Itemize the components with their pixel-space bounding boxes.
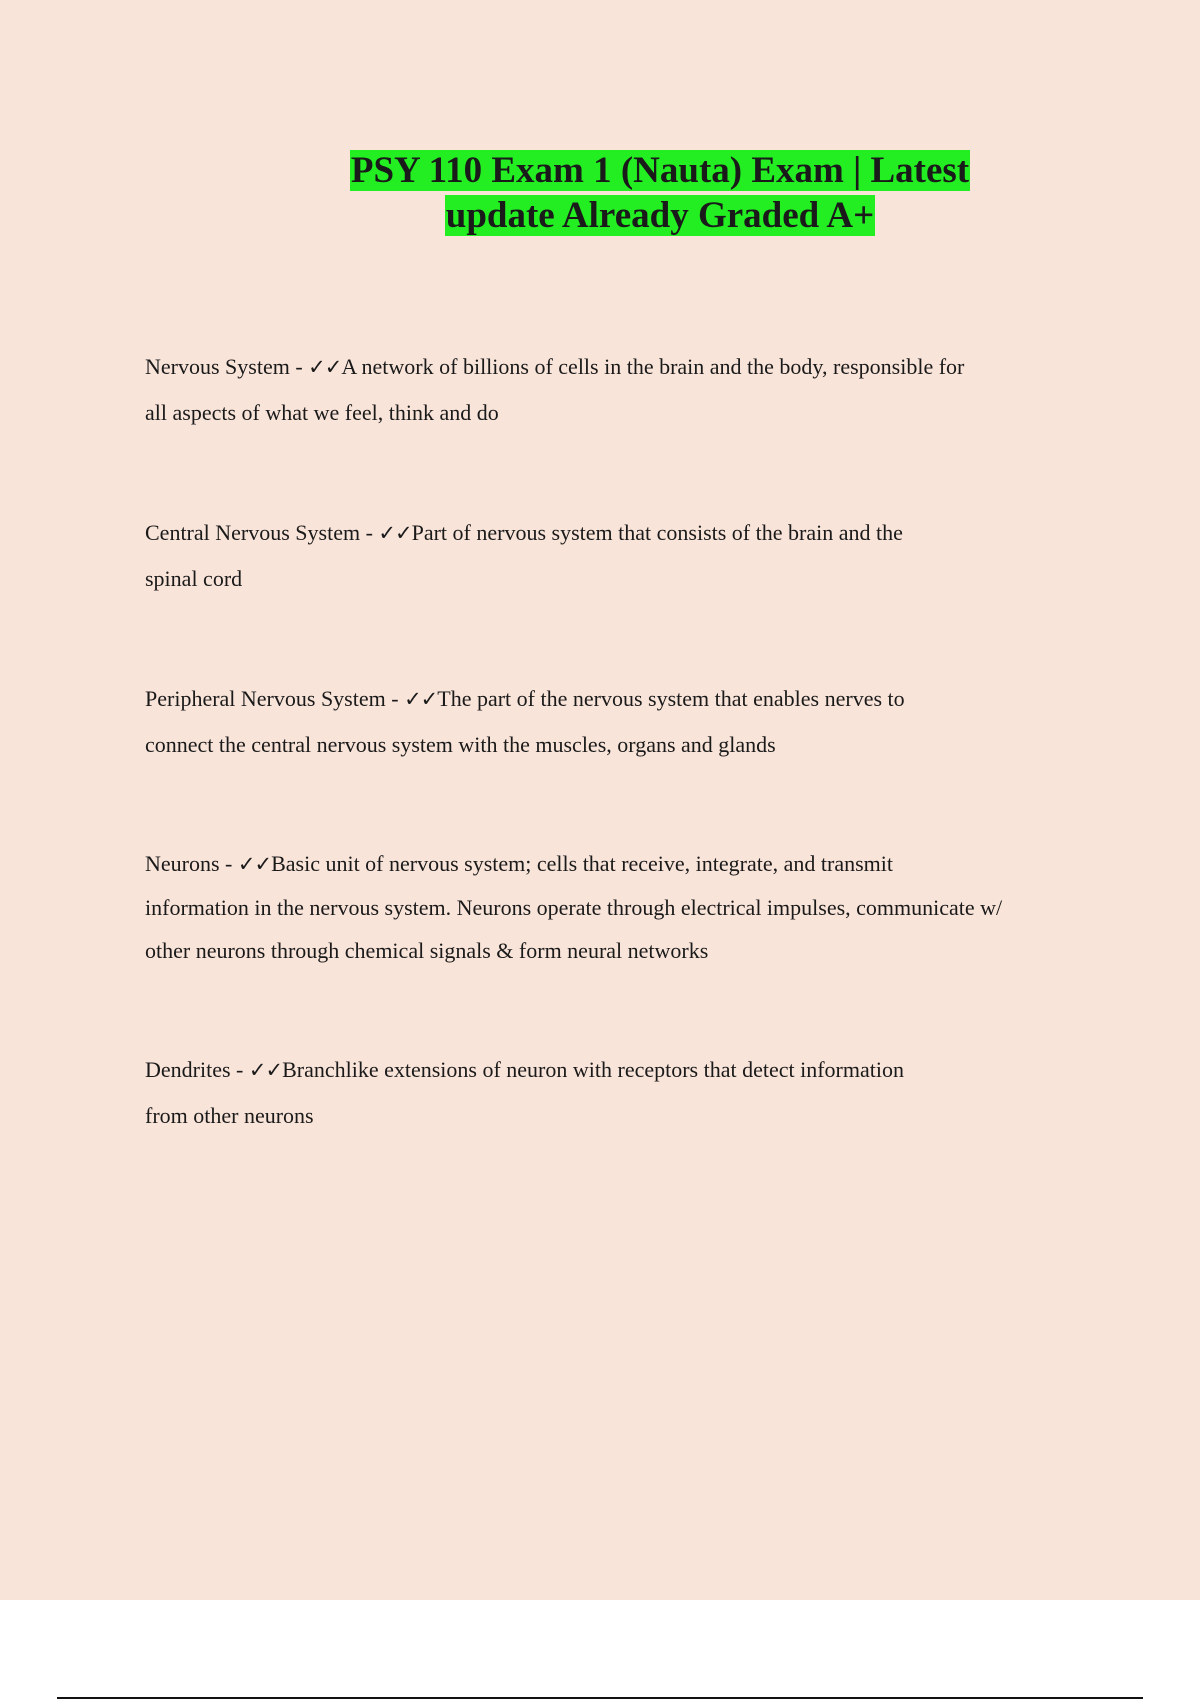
- entry-neurons: [145, 842, 1095, 972]
- entry-term: Neurons -: [145, 851, 238, 876]
- entry-definition: The part of the nervous system that enables nerves to: [437, 686, 905, 711]
- entry-first-line: [145, 1047, 1095, 1093]
- entry-definition-line: spinal cord: [145, 566, 243, 591]
- double-check-icon: ✓✓: [248, 1058, 283, 1082]
- double-check-icon: ✓✓: [308, 355, 342, 379]
- double-check-icon: ✓✓: [378, 521, 412, 545]
- entry-first-line: [145, 676, 1095, 722]
- double-check-icon: ✓✓: [404, 687, 438, 711]
- title-line-2: [0, 193, 1200, 238]
- entry-first-line: [145, 842, 1095, 886]
- footer-rule: [57, 1697, 1143, 1699]
- entry-term: Central Nervous System -: [145, 520, 379, 545]
- title-highlight: update Already Graded A+: [445, 195, 875, 236]
- entry-definition-line: all aspects of what we feel, think and do: [145, 400, 499, 425]
- title-highlight: PSY 110 Exam 1 (Nauta) Exam | Latest: [350, 150, 970, 191]
- entry-definition: Basic unit of nervous system; cells that receive, integrate, and transmit: [271, 851, 894, 876]
- entry-dendrites: [145, 1047, 1095, 1138]
- entry-first-line: [145, 344, 1095, 390]
- entry-peripheral-nervous-system: [145, 676, 1095, 767]
- title-line-1: [0, 148, 1200, 193]
- entry-nervous-system: [145, 344, 1095, 435]
- flashcard-list: [145, 344, 1095, 1138]
- entry-term: Peripheral Nervous System -: [145, 686, 405, 711]
- entry-definition-line: connect the central nervous system with the muscles, organs and glands: [145, 732, 776, 757]
- entry-definition-line: from other neurons: [145, 1103, 314, 1128]
- entry-central-nervous-system: [145, 510, 1095, 601]
- double-check-icon: ✓✓: [237, 852, 272, 876]
- entry-term: Nervous System -: [145, 354, 309, 379]
- entry-definition-line: information in the nervous system. Neurons operate through electrical impulses, communicate w/: [145, 895, 1003, 920]
- entry-term: Dendrites -: [145, 1057, 249, 1082]
- entry-definition: Part of nervous system that consists of the brain and the: [411, 520, 903, 545]
- entry-definition: Branchlike extensions of neuron with receptors that detect information: [282, 1057, 904, 1082]
- entry-definition-line: other neurons through chemical signals & form neural networks: [145, 938, 709, 963]
- entry-first-line: [145, 510, 1095, 556]
- document-title: [0, 148, 1200, 238]
- entry-definition: A network of billions of cells in the brain and the body, responsible for: [341, 354, 965, 379]
